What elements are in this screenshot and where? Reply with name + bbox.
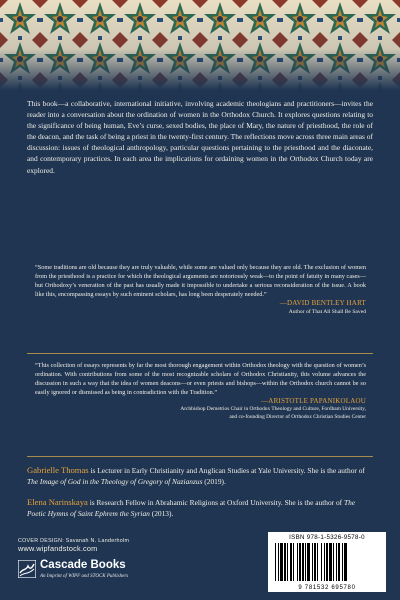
endorsement-hart [35, 263, 366, 318]
credits-block [18, 538, 129, 552]
divider [27, 456, 373, 457]
bio-text: is Lecturer in Early Christianity and Anglican Studies at Yale University. She is the author of [88, 466, 365, 475]
isbn-number: ISBN 978-1-5326-9578-0 [289, 534, 365, 541]
endorsement-quote: “This collection of essays represents by far the most thorough engagement within Orthodox theology with the question of women’s ordination. With contributions from some of the most recognizable scholars of Orthodox Christianity, this volume advances the discussion in such a way that the idea of women deacons—or even priests and bishops—within the Orthodox church cannot be so easily ignored or dismissed as being in contradiction with the Tradition.” [35, 362, 366, 397]
book-title: The Image of God in the Theology of Gregory of Nazianzus [27, 476, 203, 486]
cover-design-credit: COVER DESIGN: Savanah N. Landerholm [18, 538, 130, 544]
publisher-name: Cascade Books [40, 559, 126, 571]
endorser-affiliation-line-1: Archbishop Demetrios Chair in Orthodox Theology and Culture, Fordham University, [180, 406, 366, 413]
book-title: The Poetic Hymns of Saint Ephrem the Syrian [27, 498, 356, 518]
endorsement-quote: “Some traditions are old because they are truly valuable, while some are valued only because they are old. The exclusion of women from the priesthood is a practice for which the theological arguments are notoriously weak—to the point of fatuity in many cases—but Orthodoxy’s veneration of the past has usually made it impossible to undertake a serious reconsideration of the issue. A book like this, encompassing essays by such eminent scholars, has long been desperately needed.” [35, 264, 366, 299]
barcode-digits: 9 781532 695780 [298, 585, 356, 591]
editor-name: Elena Narinskaya [27, 497, 88, 507]
endorser-name: —ARISTOTLE PAPANIKOLAOU [261, 397, 366, 406]
endorser-affiliation-line-2: and co-founding Director of Orthodox Christian Studies Center [229, 414, 366, 421]
editor-name: Gabrielle Thomas [27, 465, 89, 475]
endorsement-papanikolaou [35, 361, 366, 422]
publisher-tagline: An Imprint of WIPF and STOCK Publishers [40, 574, 129, 579]
publisher-logo [18, 558, 148, 590]
bio-text-end: (2013). [149, 508, 174, 518]
barcode-bars [274, 543, 380, 581]
publisher-website[interactable]: www.wipfandstock.com [18, 544, 98, 553]
divider [27, 353, 373, 354]
editor-bio-thomas [27, 465, 373, 487]
cascade-logo-icon [18, 560, 36, 578]
book-description: This book—a collaborative, international initiative, involving academic theologians and practitioners—invites the reader into a conversation about the ordination of women in the Orthodox Church. It explores questions relating to the significance of being human, Eve’s curse, sexed bodies, the place of Mary, the nature of priesthood, the role of the deacon, and the task of being a priest in the twenty-first century. The reflections move across three main areas of discussion: issues of theological anthropology, particular questions pertaining to the priesthood and the diaconate, and contemporary practices. In each area the implications for ordaining women in the Orthodox Church today are explored. [27, 99, 373, 175]
editor-bio-narinskaya [27, 497, 373, 519]
endorser-affiliation: Author of That All Shall Be Saved [288, 309, 366, 316]
isbn-barcode [268, 532, 386, 592]
bio-text: is Research Fellow in Abrahamic Religions at Oxford University. She is the author of [87, 498, 344, 507]
mosaic-tile-banner [0, 0, 400, 90]
endorser-name: —DAVID BENTLEY HART [279, 299, 366, 308]
bio-text-end: (2019). [202, 476, 226, 486]
